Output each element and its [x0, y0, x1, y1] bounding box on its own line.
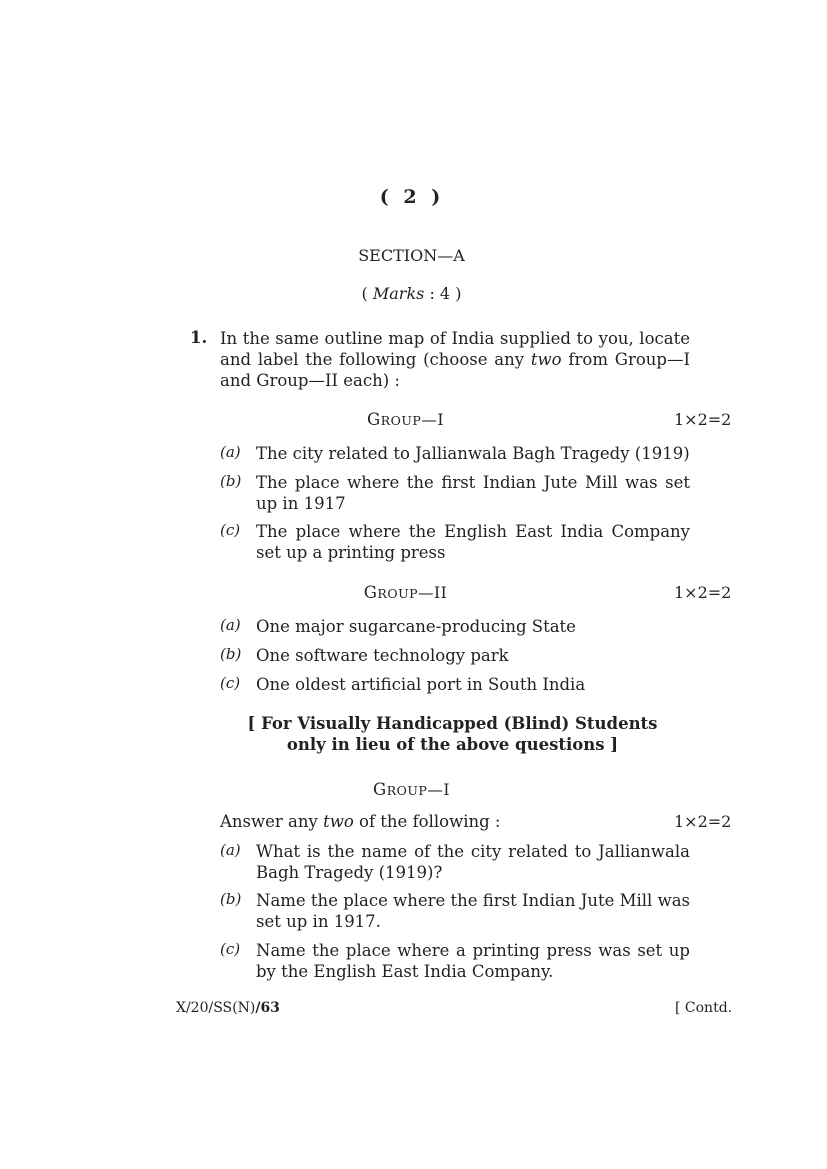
- section-marks: [0, 284, 825, 303]
- marks-rest: : 4 ): [424, 284, 462, 303]
- question-text-part: from Group—I and Group—II each) :: [220, 350, 690, 390]
- item-text: One major sugarcane-producing State: [256, 617, 576, 636]
- item-label: (a): [220, 616, 241, 634]
- question-text-part: In the same outline map of India supplied to you, locate and label the following (choose any: [220, 329, 690, 369]
- blind-heading-line-2: only in lieu of the above questions ]: [286, 735, 619, 754]
- blind-group-header: [0, 780, 827, 802]
- blind-group-title: [0, 780, 825, 799]
- group-title-rest: ROUP: [380, 413, 422, 428]
- question-text: [220, 328, 690, 391]
- item-text: The place where the first Indian Jute Mill was set up in 1917: [256, 473, 690, 513]
- item-label: (c): [220, 674, 241, 692]
- group-title-suffix: —II: [418, 584, 448, 602]
- item-text: Name the place where a printing press was set up by the English East India Company.: [256, 941, 690, 981]
- item-label: (b): [220, 645, 242, 663]
- group-title-initial: G: [363, 583, 378, 602]
- answer-text-emphasis: two: [323, 812, 354, 831]
- blind-heading-line-1: [ For Visually Handicapped (Blind) Students: [247, 714, 658, 733]
- group-title-suffix: —I: [427, 781, 450, 799]
- paper-code: [176, 1000, 280, 1016]
- section-title: SECTION—A: [358, 246, 465, 265]
- blind-group-marks: 1×2=2: [674, 812, 732, 831]
- item-label: (a): [220, 841, 241, 859]
- group-2-header: [0, 583, 827, 605]
- item-text: One software technology park: [256, 646, 509, 665]
- contd-marker: [ Contd.: [675, 1000, 733, 1016]
- group-title-rest: ROUP: [386, 783, 428, 798]
- item-label: (c): [220, 521, 241, 539]
- item-text: Name the place where the first Indian Jute Mill was set up in 1917.: [256, 891, 691, 931]
- page-number: ( 2 ): [379, 186, 442, 208]
- paper-code-suffix: /63: [255, 1000, 280, 1016]
- answer-instruction: [220, 812, 501, 831]
- marks-label: Marks: [372, 284, 425, 303]
- answer-text-part: Answer any: [220, 812, 324, 831]
- question-number: 1.: [190, 328, 208, 347]
- group-title-initial: G: [367, 410, 381, 429]
- item-text: The place where the English East India Company set up a printing press: [256, 522, 690, 562]
- answer-text-part: of the following :: [353, 812, 501, 831]
- item-text: What is the name of the city related to Jallianwala Bagh Tragedy (1919)?: [256, 842, 690, 882]
- group-title-rest: ROUP: [377, 586, 419, 601]
- group-title-initial: G: [373, 780, 387, 799]
- item-label: (b): [220, 890, 242, 908]
- group-1-marks: 1×2=2: [674, 410, 732, 429]
- group-title-suffix: —I: [421, 411, 444, 429]
- paper-code-prefix: X/20/SS(N): [176, 1000, 256, 1016]
- item-label: (a): [220, 443, 241, 461]
- group-2-marks: 1×2=2: [674, 583, 732, 602]
- item-text: One oldest artificial port in South India: [256, 675, 586, 694]
- item-text: The city related to Jallianwala Bagh Tragedy (1919): [256, 444, 690, 463]
- item-label: (b): [220, 472, 242, 490]
- item-label: (c): [220, 940, 241, 958]
- question-text-emphasis: two: [530, 350, 562, 369]
- marks-open: (: [361, 284, 373, 303]
- group-1-header: [0, 410, 827, 432]
